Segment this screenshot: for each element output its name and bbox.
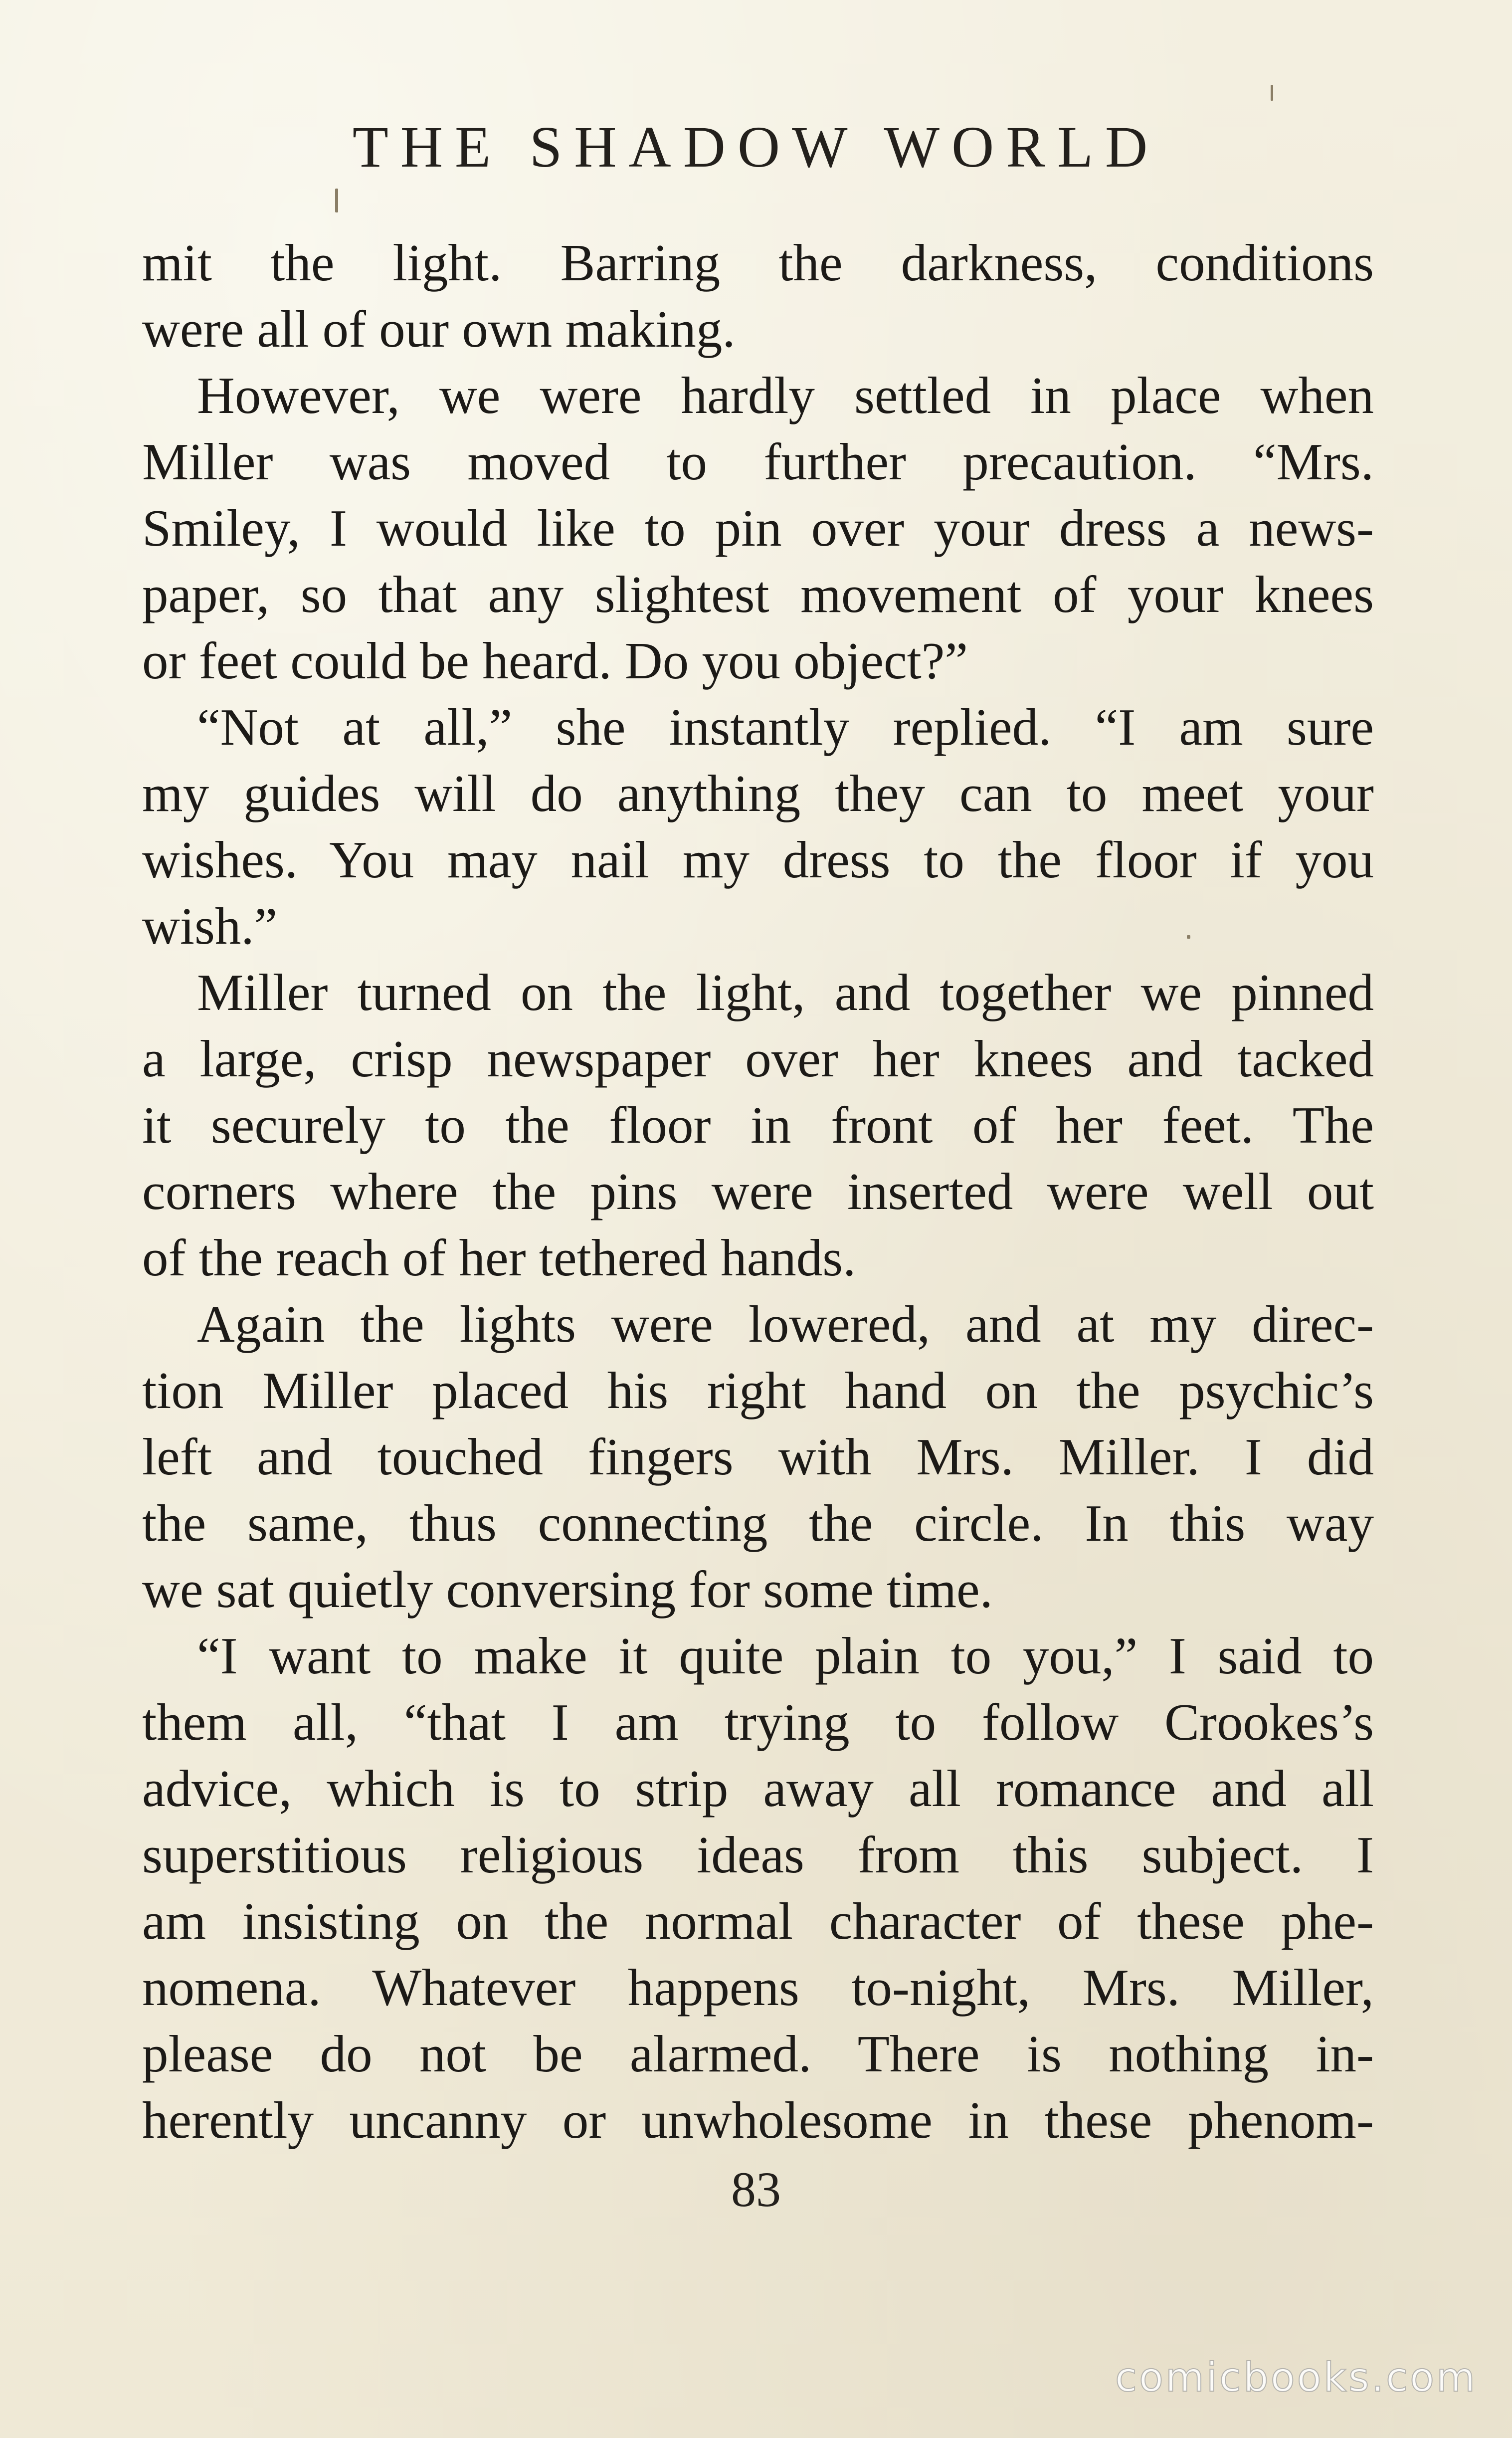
text-line: superstitious religious ideas from this subject. I [142,1826,1374,1884]
text-line: Again the lights were lowered, and at my direc- [197,1295,1374,1353]
text-line: the same, thus connecting the circle. In this way [142,1494,1374,1552]
text-line: please do not be alarmed. There is nothing in- [142,2025,1374,2083]
text-line: mit the light. Barring the darkness, conditions [142,233,1374,292]
running-head: THE SHADOW WORLD [352,114,1160,180]
watermark: comicbooks.com [1115,2354,1477,2401]
text-line: advice, which is to strip away all romance and all [142,1759,1374,1818]
text-line: wishes. You may nail my dress to the floor if you [142,830,1374,889]
text-line: nomena. Whatever happens to-night, Mrs. Miller, [142,1958,1374,2017]
text-line: tion Miller placed his right hand on the psychic’s [142,1361,1374,1420]
text-line: it securely to the floor in front of her feet. The [142,1096,1374,1154]
text-line: Miller was moved to further precaution. “Mrs. [142,432,1374,491]
text-line: wish.” [142,897,278,955]
text-line: were all of our own making. [142,300,736,358]
text-line: am insisting on the normal character of these phe- [142,1892,1374,1950]
paper-speck [1187,935,1190,939]
text-line: “I want to make it quite plain to you,” I said to [197,1626,1374,1685]
text-line: Smiley, I would like to pin over your dress a news- [142,499,1374,557]
text-line: corners where the pins were inserted were well out [142,1162,1374,1220]
text-line: of the reach of her tethered hands. [142,1228,856,1287]
text-line: herently uncanny or unwholesome in these phenom- [142,2091,1374,2149]
text-line: left and touched fingers with Mrs. Miller. I did [142,1427,1374,1486]
text-line: we sat quietly conversing for some time. [142,1560,993,1619]
text-line: or feet could be heard. Do you object?” [142,631,968,690]
paper-speck [1271,85,1273,101]
text-line: “Not at all,” she instantly replied. “I am sure [197,698,1374,756]
text-line: them all, “that I am trying to follow Crookes’s [142,1693,1374,1751]
text-line: my guides will do anything they can to meet your [142,764,1374,822]
text-line: However, we were hardly settled in place when [197,366,1374,424]
text-line: Miller turned on the light, and together we pinned [197,963,1374,1021]
paper-speck [335,189,338,212]
text-line: paper, so that any slightest movement of your knees [142,565,1374,623]
page-number: 83 [731,2162,781,2217]
body-text [142,229,1374,2153]
text-line: a large, crisp newspaper over her knees and tacked [142,1029,1374,1088]
